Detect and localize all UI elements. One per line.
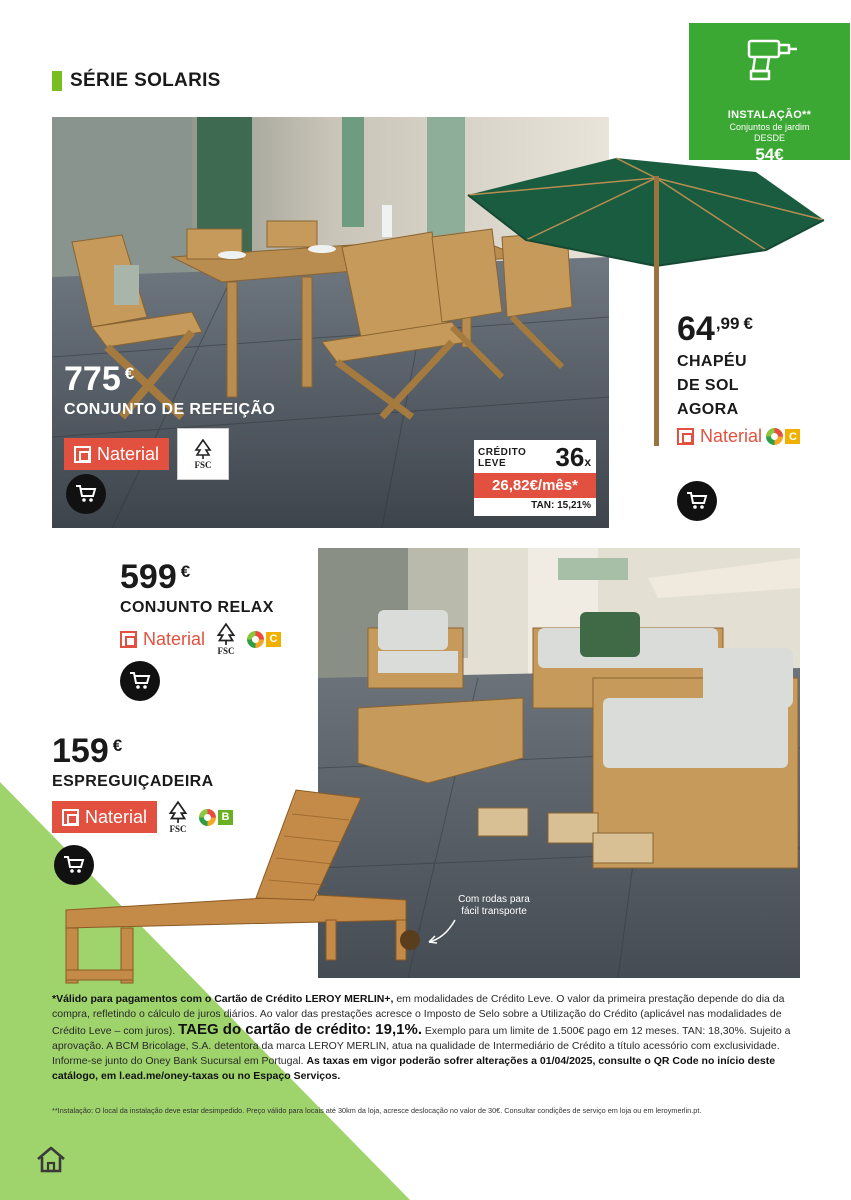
eco-score-badge: B xyxy=(199,809,233,826)
home-icon[interactable] xyxy=(33,1142,69,1178)
installation-box xyxy=(689,23,850,164)
naterial-logo-icon xyxy=(74,446,91,463)
title-accent-bar xyxy=(52,71,62,91)
drill-icon xyxy=(741,33,799,83)
naterial-logo-icon xyxy=(62,809,79,826)
legal-text: *Válido para pagamentos com o Cartão de Crédito LEROY MERLIN+, em modalidades de Crédito Leve. O valor da primeira prestação depende do dia da compra, refletindo o cálculo de juros diários. Ao valor das prestações acresce o Imposto de Selo sobre a Utilização do Crédito (aplicável nas modalidades de Crédito Leve – com juros). TAEG do cartão de crédito: 19,1%. Exemplo para um limite de 1.500€ pago em 12 meses. TAN: 18,30%. Sujeito a aprovação. A BCM Bricolage, S.A. detentora da marca LEROY MERLIN, atua na qualidade de Intermediário de Crédito a título acessório com exclusividade. Informe-se junto do Oney Bank Sucursal em Portugal. As taxas em vigor poderão sofrer alterações a 01/04/2025, consulte o QR Code no início deste catálogo, em l.ead.me/oney-taxas ou no Espaço Serviços. xyxy=(52,993,791,1082)
dining-set-price: 775 € xyxy=(64,360,135,398)
parasol-offer xyxy=(677,312,800,450)
relax-set-price: 599 € xyxy=(120,558,191,596)
fsc-tree-icon xyxy=(165,800,191,824)
dining-set-name: CONJUNTO DE REFEIÇÃO xyxy=(64,401,276,418)
dining-set-cart-button[interactable] xyxy=(66,474,106,514)
fsc-label: FSC xyxy=(177,428,229,480)
fsc-label: FSC xyxy=(213,622,239,656)
eco-score-icon xyxy=(199,809,216,826)
sun-lounger-name: ESPREGUIÇADEIRA xyxy=(52,773,214,790)
installation-note: **Instalação: O local da instalação deve estar desimpedido. Preço válido para locais até 30km da loja, acresce deslocação no valor de 30€. Consultar condições de serviço em loja ou em leroymerlin.pt. xyxy=(52,1106,702,1115)
parasol-name: CHAPÉU DE SOL AGORA xyxy=(677,353,747,418)
fsc-tree-icon xyxy=(213,622,239,646)
naterial-brand-label: Naterial xyxy=(120,629,205,650)
credit-tan: TAN: 15,21% xyxy=(531,500,591,511)
parasol-price: 64 ,99 € xyxy=(677,310,753,348)
section-title-text: SÉRIE SOLARIS xyxy=(70,70,221,91)
naterial-brand-badge: Naterial xyxy=(52,801,157,833)
install-subtitle: Conjuntos de jardim xyxy=(729,122,810,132)
sun-lounger-price: 159 € xyxy=(52,732,123,770)
install-from: DESDE xyxy=(753,133,785,143)
credit-monthly-amount: 26,82€/mês* xyxy=(474,473,596,498)
install-price: 54€ xyxy=(755,145,784,164)
naterial-logo-icon xyxy=(677,428,694,445)
eco-score-icon xyxy=(247,631,264,648)
parasol-cart-button[interactable] xyxy=(677,481,717,521)
cart-icon xyxy=(63,855,85,875)
sun-lounger-offer xyxy=(52,734,233,834)
cart-icon xyxy=(686,491,708,511)
fsc-label: FSC xyxy=(165,800,191,834)
credit-offer-box xyxy=(474,440,596,516)
section-title xyxy=(52,70,221,92)
install-title: INSTALAÇÃO** xyxy=(727,109,812,121)
eco-score-badge: C xyxy=(247,631,281,648)
wheels-note: Com rodas para fácil transporte xyxy=(458,894,530,917)
credit-label-line2: LEVE xyxy=(478,457,507,469)
cart-icon xyxy=(129,671,151,691)
credit-months: 36x xyxy=(555,442,591,472)
wheels-arrow xyxy=(425,918,465,948)
credit-label-line1: CRÉDITO xyxy=(478,446,527,458)
relax-set-offer xyxy=(120,560,281,656)
eco-score-badge: C xyxy=(766,428,800,445)
relax-set-name: CONJUNTO RELAX xyxy=(120,599,274,616)
eco-score-icon xyxy=(766,428,783,445)
sun-lounger-cart-button[interactable] xyxy=(54,845,94,885)
relax-set-cart-button[interactable] xyxy=(120,661,160,701)
cart-icon xyxy=(75,484,97,504)
fsc-tree-icon xyxy=(192,438,214,460)
dining-set-offer xyxy=(64,362,275,480)
naterial-logo-icon xyxy=(120,631,137,648)
naterial-brand-label: Naterial xyxy=(677,426,762,447)
naterial-brand-badge: Naterial xyxy=(64,438,169,470)
